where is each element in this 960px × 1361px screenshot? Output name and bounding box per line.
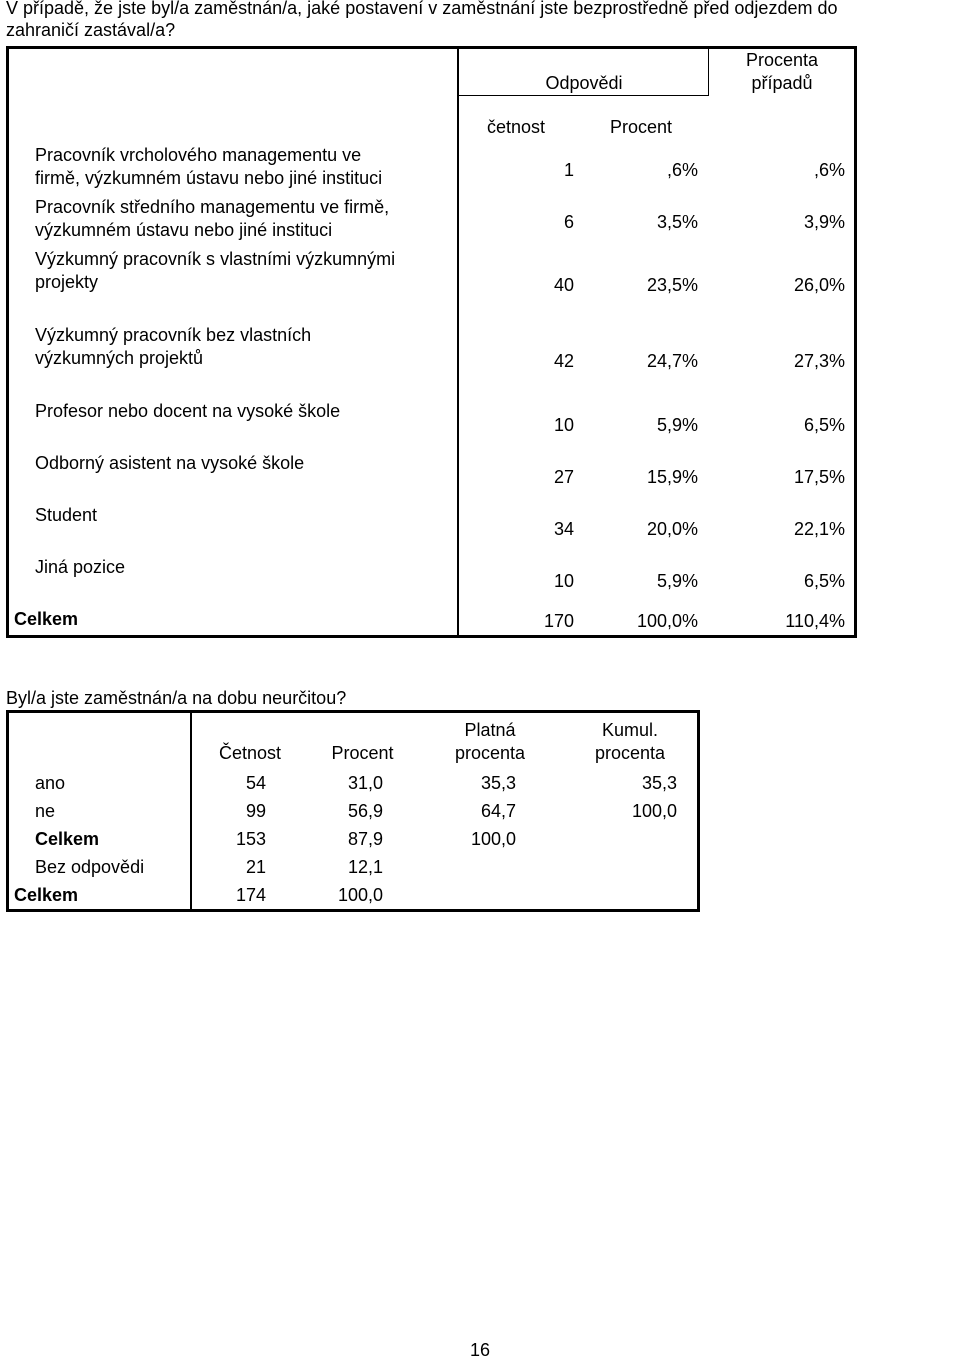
row-count: 42	[553, 351, 574, 371]
question1-text-line1: V případě, že jste byl/a zaměstnán/a, jaké postavení v zaměstnání jste bezprostředně před odjezdem do	[6, 0, 838, 18]
row-label-line1: Odborný asistent na vysoké škole	[35, 453, 305, 473]
row-count: 34	[553, 519, 574, 539]
row-label-line2: projekty	[35, 272, 99, 292]
row-valid: 100,0	[470, 829, 516, 849]
row-label-line2: výzkumných projektů	[35, 348, 204, 368]
header-percent: Procent	[331, 743, 394, 763]
header-cases-line1: Procenta	[745, 50, 819, 70]
row-percent: 31,0	[347, 773, 383, 793]
row-percent: 5,9%	[656, 415, 698, 435]
row-count: 6	[563, 212, 574, 232]
row-percent: 24,7%	[646, 351, 698, 371]
row-percent: 56,9	[347, 801, 383, 821]
row-count: 1	[563, 160, 574, 180]
row-percent: 20,0%	[646, 519, 698, 539]
header-count: Četnost	[218, 743, 282, 763]
row-cases: 6,5%	[803, 571, 845, 591]
row-percent: 87,9	[347, 829, 383, 849]
row-count: 10	[553, 571, 574, 591]
row-cum: 100,0	[631, 801, 677, 821]
row-valid: 35,3	[480, 773, 516, 793]
row-label: ano	[35, 773, 66, 793]
total-percent: 100,0%	[636, 611, 698, 631]
total-count: 170	[543, 611, 574, 631]
row-cases: 3,9%	[803, 212, 845, 232]
row-percent: ,6%	[666, 160, 698, 180]
question1-text-line2: zahraničí zastával/a?	[6, 20, 176, 40]
row-label-line1: Pracovník středního managementu ve firmě,	[35, 197, 390, 217]
header-group-underline	[459, 95, 709, 96]
row-label: Celkem	[35, 829, 100, 849]
row-cases: 17,5%	[793, 467, 845, 487]
row-label-line1: Pracovník vrcholového managementu ve	[35, 145, 362, 165]
row-label: ne	[35, 801, 56, 821]
header-valid-line2: procenta	[454, 743, 526, 763]
row-cases: 27,3%	[793, 351, 845, 371]
row-count: 40	[553, 275, 574, 295]
row-label: Bez odpovědi	[35, 857, 145, 877]
tenure-table-divider	[190, 710, 192, 912]
row-cases: 6,5%	[803, 415, 845, 435]
row-label-line1: Výzkumný pracovník s vlastními výzkumnými	[35, 249, 396, 269]
total-count: 174	[235, 885, 266, 905]
row-cum: 35,3	[641, 773, 677, 793]
row-valid: 64,7	[480, 801, 516, 821]
question2-text: Byl/a jste zaměstnán/a na dobu neurčitou?	[6, 688, 347, 708]
row-label-line1: Jiná pozice	[35, 557, 126, 577]
row-percent: 3,5%	[656, 212, 698, 232]
row-label-line2: firmě, výzkumném ústavu nebo jiné instituci	[35, 168, 383, 188]
header-count: četnost	[487, 117, 546, 137]
row-count: 153	[235, 829, 266, 849]
position-table-divider	[457, 46, 459, 638]
row-percent: 15,9%	[646, 467, 698, 487]
row-count: 27	[553, 467, 574, 487]
row-count: 21	[245, 857, 266, 877]
total-percent: 100,0	[337, 885, 383, 905]
row-label-line2: výzkumném ústavu nebo jiné instituci	[35, 220, 333, 240]
header-cum-line2: procenta	[594, 743, 666, 763]
row-percent: 23,5%	[646, 275, 698, 295]
row-count: 54	[245, 773, 266, 793]
row-cases: 26,0%	[793, 275, 845, 295]
total-label: Celkem	[14, 885, 79, 905]
row-label-line1: Student	[35, 505, 98, 525]
row-count: 99	[245, 801, 266, 821]
row-label-line1: Výzkumný pracovník bez vlastních	[35, 325, 312, 345]
row-cases: 22,1%	[793, 519, 845, 539]
row-count: 10	[553, 415, 574, 435]
row-label-line1: Profesor nebo docent na vysoké škole	[35, 401, 341, 421]
row-percent: 5,9%	[656, 571, 698, 591]
header-cum-line1: Kumul.	[601, 720, 659, 740]
header-valid-line1: Platná	[464, 720, 516, 740]
row-percent: 12,1	[347, 857, 383, 877]
total-label: Celkem	[14, 609, 79, 629]
header-percent: Procent	[610, 117, 673, 137]
header-cases-line2: případů	[751, 73, 813, 93]
row-cases: ,6%	[813, 160, 845, 180]
header-group: Odpovědi	[545, 73, 623, 93]
total-cases: 110,4%	[785, 611, 845, 631]
page-number: 16	[469, 1340, 491, 1360]
